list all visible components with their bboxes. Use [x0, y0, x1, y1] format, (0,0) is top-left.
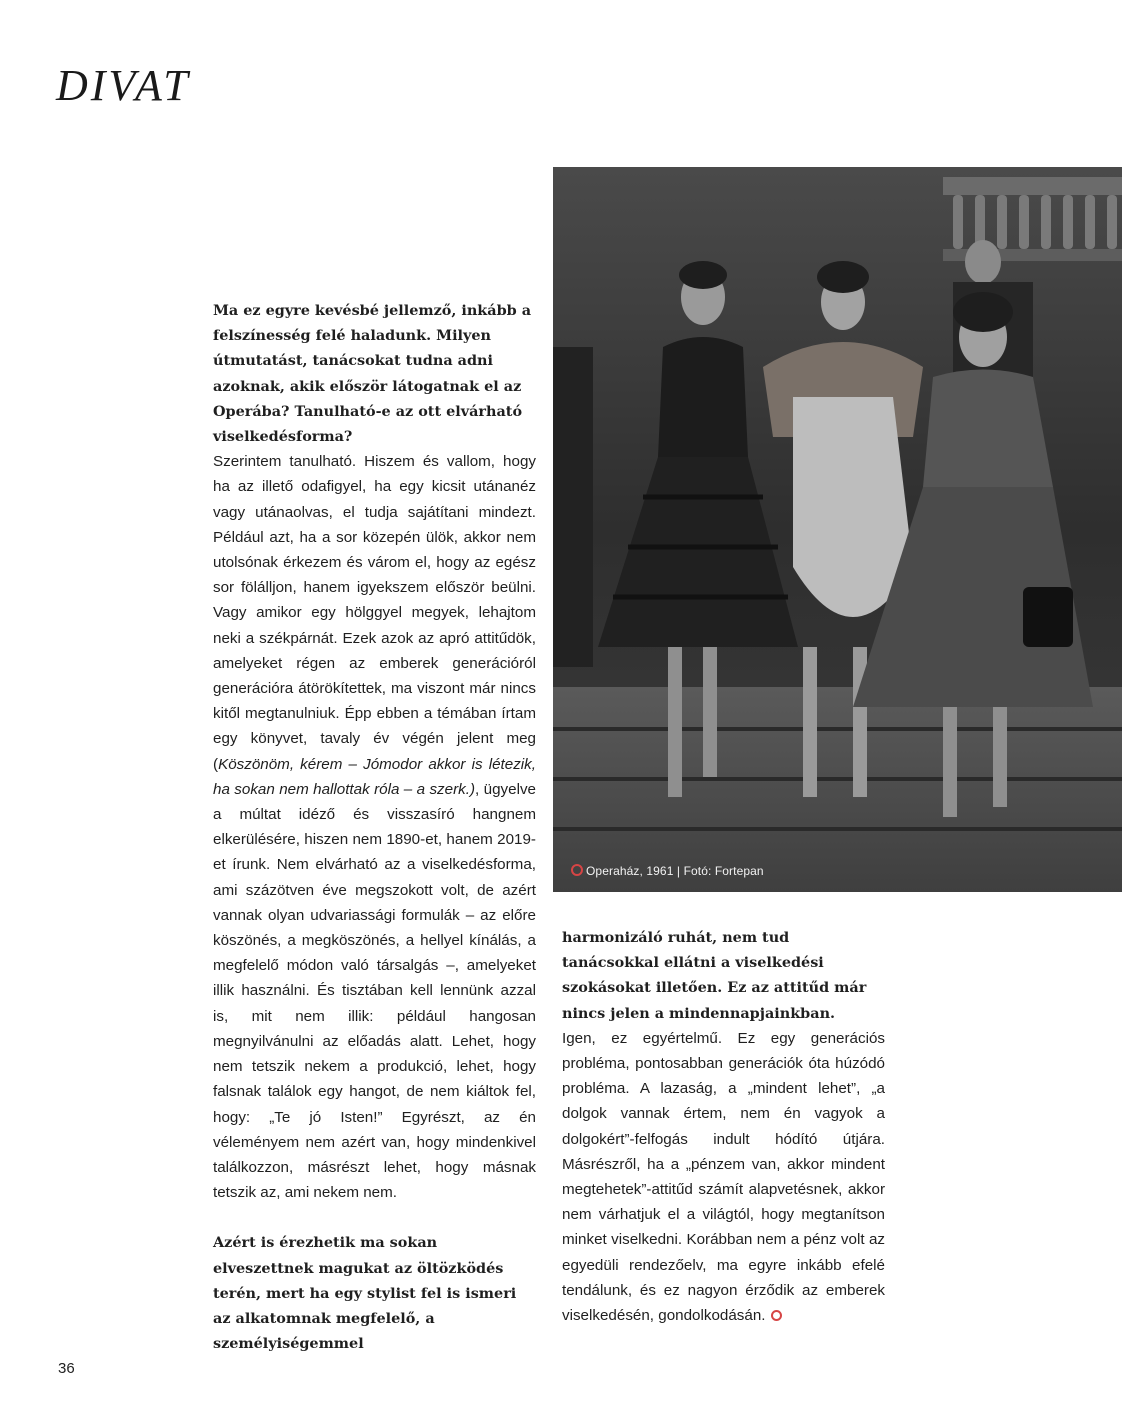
caption-ring-icon: [571, 864, 583, 876]
answer-1-text: Szerintem tanulható. Hiszem és vallom, hogy ha az illető odafigyel, ha egy kicsit utánanéz vagy utánaolvas, el tudja sajátítani mindezt. Például azt, ha a sor közepén ülök, akkor nem utolsónak érkezem és várom el, hogy az egész sor fölálljon, hanem igyekszem először beülni. Vagy amikor egy hölggyel megyek, lehajtom neki a székpárnát. Ezek azok az apró attitűdök, amelyeket régen az emberek generációról generációra átörökítettek, ma viszont már nincs kitől megtanulniuk. Épp ebben a témában írtam egy könyvet, tavaly év végén jelent meg (: [213, 453, 536, 773]
end-of-article-icon: [771, 1310, 782, 1321]
answer-1: [213, 449, 536, 1205]
opera-photo: [553, 167, 1122, 892]
photo-illustration: [553, 167, 1122, 892]
question-2-end: harmonizáló ruhát, nem tud tanácsokkal ellátni a viselkedési szokásokat illetően. Ez az attitűd már nincs jelen a mindennapjainkban.: [562, 929, 867, 1022]
photo-caption: [571, 864, 764, 878]
answer-2: [562, 1026, 885, 1328]
caption-credit: Fotó: Fortepan: [683, 864, 764, 878]
left-column: [213, 298, 536, 1356]
page-number: 36: [58, 1360, 75, 1377]
question-2-start: Azért is érezhetik ma sokan elveszettnek magukat az öltözködés terén, mert ha egy stylist fel is ismeri az alkatomnak megfelelő, a személyiségemmel: [213, 1234, 517, 1353]
question-1: Ma ez egyre kevésbé jellemző, inkább a felszínesség felé haladunk. Milyen útmutatást, tanácsokat tudna adni azoknak, akik először látogatnak el az Operába? Tanulható-e az ott elvárható viselkedésforma?: [213, 302, 532, 446]
paragraph-gap: [213, 1205, 536, 1230]
section-title: DIVAT: [56, 61, 191, 110]
caption-separator: |: [673, 864, 684, 878]
caption-place: Operaház, 1961: [586, 864, 674, 878]
answer-1-text-cont: , ügyelve a múltat idéző és visszasíró hangnem elkerülésére, hiszen nem 1890-et, hanem 2019-et írunk. Nem elvárható az a viselkedésforma, ami százötven éve megszokott volt, de azért vannak olyan udvariassági formulák – az előre köszönés, a megköszönés, a hellyel kínálás, a megfelelő módon való társalgás –, amelyeket illik használni. És tisztában kell lennünk azzal is, mit nem illik: például hangosan megnyilvánulni az előadás alatt. Lehet, hogy nem tetszik nekem a produkció, lehet, hogy falsnak találok egy hangot, de nem kiáltok fel, hogy: „Te jó Isten!” Egyrészt, az én véleményem nem azért van, hogy mindenkivel találkozzon, másrészt lehet, hogy másnak tetszik az, ami nekem nem.: [213, 780, 536, 1202]
right-column: [562, 925, 885, 1328]
answer-2-text: Igen, ez egyértelmű. Ez egy generációs probléma, pontosabban generációk óta húzódó probléma. A lazaság, a „mindent lehet”, „a dolgok vannak értem, nem én vagyok a dolgokért”-felfogás indult hódító útjára. Másrészről, ha a „pénzem van, akkor mindent megtehetek”-attitűd számít alapvetésnek, akkor nem várhatjuk el a világtól, hogy megtanítson minket viselkedni. Korábban nem a pénz volt az egyedüli rendezőelv, ma egyre inkább efelé tendálunk, és ez nagyon érződik az emberek viselkedésén, gondolkodásán.: [562, 1029, 885, 1325]
book-title-note: Köszönöm, kérem – Jómodor akkor is létezik, ha sokan nem hallottak róla – a szerk.): [213, 755, 536, 798]
